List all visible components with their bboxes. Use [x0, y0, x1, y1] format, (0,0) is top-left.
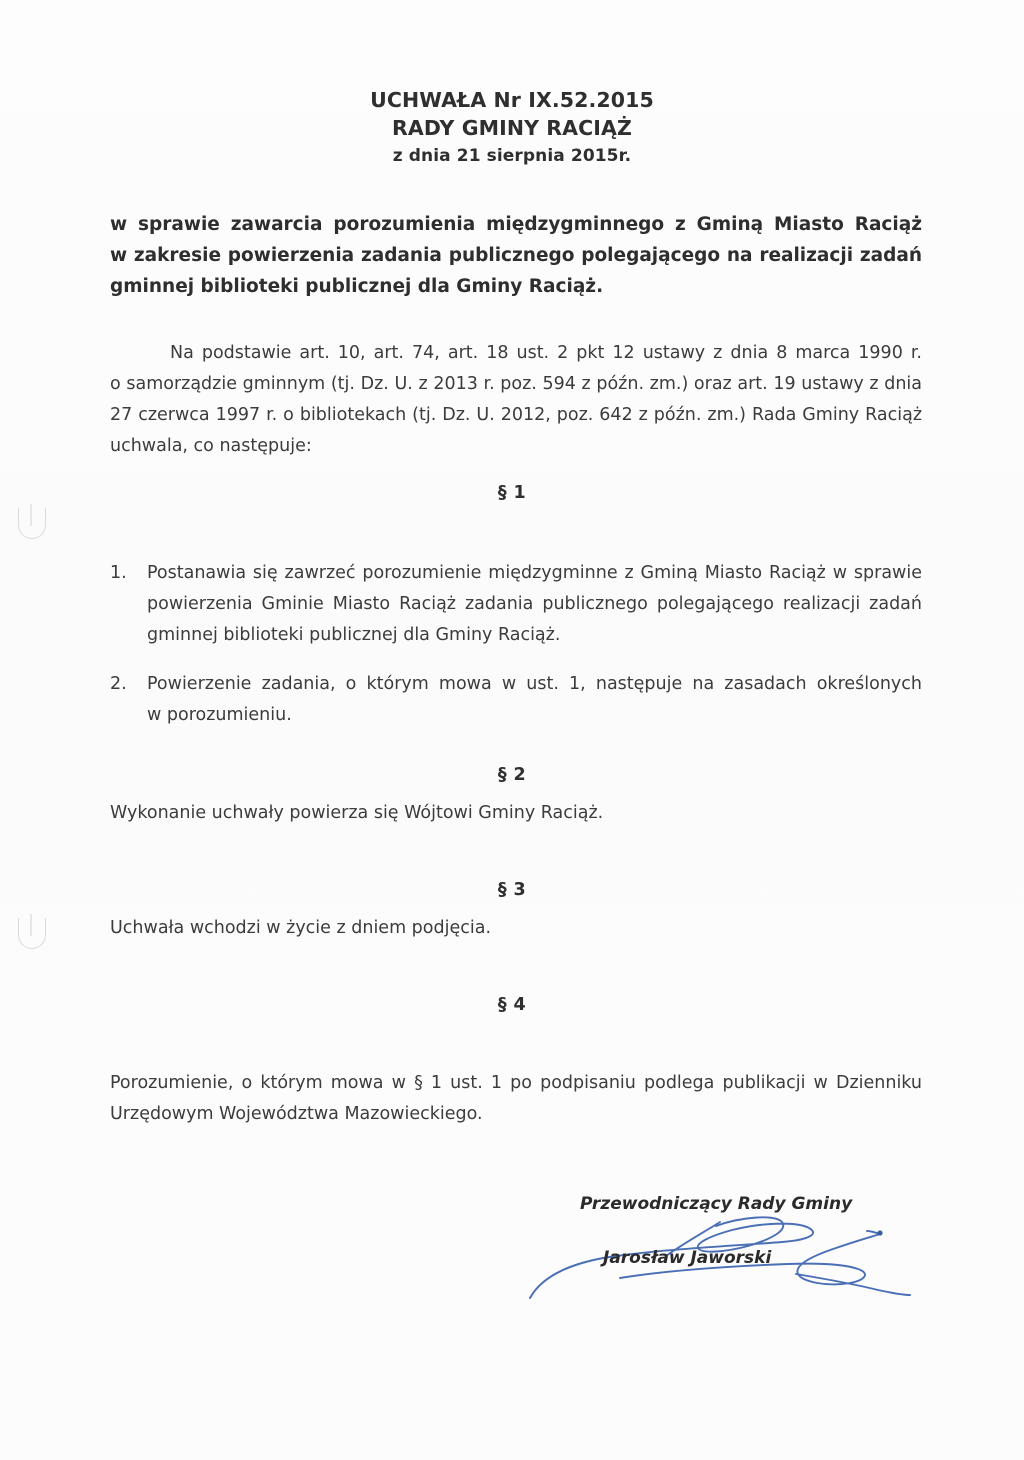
- section-4-line-1: Porozumienie, o którym mowa w § 1 ust. 1 po podpisaniu podlega publikacji w Dzienniku: [110, 1073, 922, 1093]
- resolution-date: z dnia 21 sierpnia 2015r.: [392, 146, 632, 166]
- council-name: RADY GMINY RACIĄŻ: [392, 116, 632, 140]
- section-marker-1: § 1: [497, 483, 527, 503]
- subject-line-2: w zakresie powierzenia zadania publicznego polegającego na realizacji zadań: [110, 245, 922, 266]
- list-item: [110, 558, 922, 651]
- signature-block: [520, 1190, 940, 1310]
- section-4-paragraph: [110, 1068, 922, 1130]
- list-item-line-1: Postanawia się zawrzeć porozumienie międzygminne z Gminą Miasto Raciąż w sprawie: [147, 563, 922, 583]
- legal-basis-line-1: Na podstawie art. 10, art. 74, art. 18 ust. 2 pkt 12 ustawy z dnia 8 marca 1990 r.: [170, 343, 922, 363]
- list-item-number: 1.: [110, 563, 127, 583]
- list-item-line-1: Powierzenie zadania, o którym mowa w ust. 1, następuje na zasadach określonych: [147, 674, 922, 694]
- signature-name: Jarosław Jaworski: [603, 1248, 772, 1268]
- section-3-paragraph: Uchwała wchodzi w życie z dniem podjęcia.: [110, 918, 492, 938]
- hole-punch-mark-bottom: [18, 918, 46, 949]
- document-header: [0, 86, 1024, 170]
- legal-basis-line-4: uchwala, co następuje:: [110, 436, 312, 456]
- section-4-line-2: Urzędowym Województwa Mazowieckiego.: [110, 1104, 483, 1124]
- hole-punch-mark-top: [18, 508, 46, 539]
- legal-basis-line-3: 27 czerwca 1997 r. o bibliotekach (tj. Dz. U. 2012, poz. 642 z późn. zm.) Rada Gminy Raciąż: [110, 405, 922, 425]
- list-item-line-2: powierzenia Gminie Miasto Raciąż zadania publicznego polegającego realizacji zadań: [147, 594, 922, 614]
- section-marker-2: § 2: [497, 765, 527, 785]
- signature-title: Przewodniczący Rady Gminy: [580, 1194, 853, 1214]
- subject-line-1: w sprawie zawarcia porozumienia międzygminnego z Gminą Miasto Raciąż: [110, 214, 922, 235]
- section-2-paragraph: Wykonanie uchwały powierza się Wójtowi Gminy Raciąż.: [110, 803, 604, 823]
- section-marker-3: § 3: [497, 880, 527, 900]
- legal-basis-line-2: o samorządzie gminnym (tj. Dz. U. z 2013 r. poz. 594 z późn. zm.) oraz art. 19 ustawy z dnia: [110, 374, 922, 394]
- list-item-line-2: w porozumieniu.: [147, 705, 292, 725]
- legal-basis-paragraph: [110, 338, 922, 462]
- list-item: [110, 669, 922, 731]
- list-item-line-3: gminnej biblioteki publicznej dla Gminy Raciąż.: [147, 625, 561, 645]
- subject-line-3: gminnej biblioteki publicznej dla Gminy Raciąż.: [110, 276, 604, 297]
- resolution-number: UCHWAŁA Nr IX.52.2015: [370, 88, 654, 112]
- list-item-number: 2.: [110, 674, 127, 694]
- section-marker-4: § 4: [497, 995, 527, 1015]
- numbered-list: [110, 558, 922, 749]
- subject-paragraph: [110, 209, 922, 302]
